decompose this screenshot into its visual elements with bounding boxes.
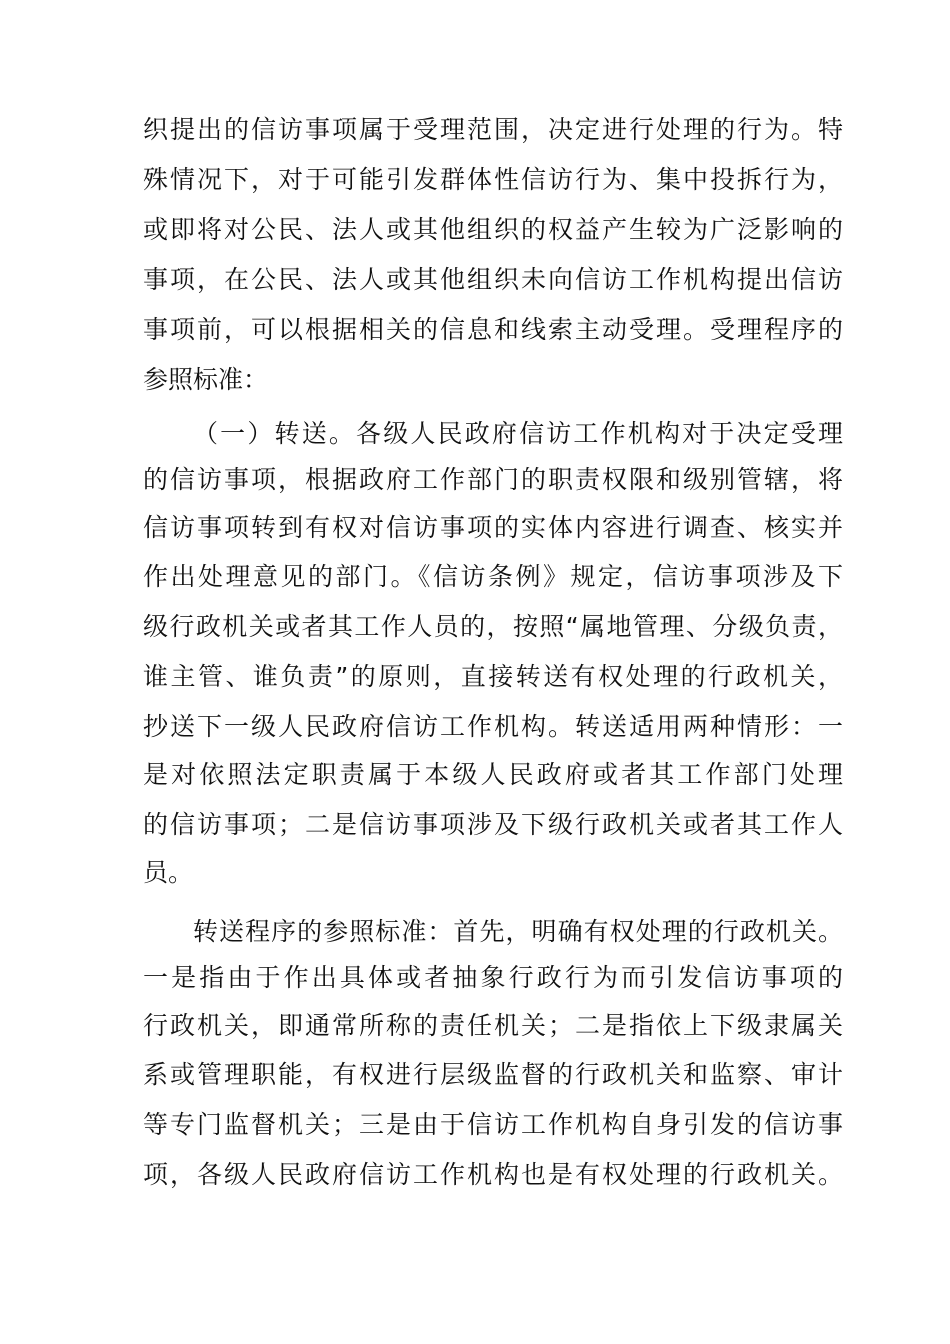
- paragraph-first-line: （一）转送。各级人民政府信访工作机构对于决定受理: [193, 419, 843, 448]
- text-line: 的信访事项，根据政府工作部门的职责权限和级别管辖，将: [143, 465, 843, 494]
- text-line: 是对依照法定职责属于本级人民政府或者其工作部门处理: [143, 760, 843, 789]
- text-line: 抄送下一级人民政府信访工作机构。转送适用两种情形：一: [143, 712, 843, 741]
- text-line: 参照标准：: [143, 365, 269, 394]
- text-line: 项，各级人民政府信访工作机构也是有权处理的行政机关。: [143, 1160, 843, 1189]
- text-line: 员。: [143, 858, 194, 887]
- text-line: 级行政机关或者其工作人员的，按照“属地管理、分级负责，: [143, 612, 843, 641]
- text-line: 的信访事项；二是信访事项涉及下级行政机关或者其工作人: [143, 810, 843, 839]
- text-line: 系或管理职能，有权进行层级监督的行政机关和监察、审计: [143, 1060, 843, 1089]
- text-line: 等专门监督机关；三是由于信访工作机构自身引发的信访事: [143, 1110, 843, 1139]
- text-line: 行政机关，即通常所称的责任机关；二是指依上下级隶属关: [143, 1011, 843, 1040]
- text-line: 信访事项转到有权对信访事项的实体内容进行调查、核实并: [143, 513, 843, 542]
- paragraph-first-line: 转送程序的参照标准：首先，明确有权处理的行政机关。: [193, 917, 843, 946]
- text-line: 殊情况下，对于可能引发群体性信访行为、集中投拆行为，: [143, 165, 843, 194]
- text-line: 事项前，可以根据相关的信息和线索主动受理。受理程序的: [143, 315, 843, 344]
- text-line: 事项，在公民、法人或其他组织未向信访工作机构提出信访: [143, 265, 843, 294]
- text-line: 作出处理意见的部门。《信访条例》规定，信访事项涉及下: [143, 562, 843, 591]
- text-line: 或即将对公民、法人或其他组织的权益产生较为广泛影响的: [143, 215, 843, 244]
- text-line: 一是指由于作出具体或者抽象行政行为而引发信访事项的: [143, 963, 843, 992]
- text-line: 织提出的信访事项属于受理范围，决定进行处理的行为。特: [143, 115, 843, 144]
- text-line: 谁主管、谁负责”的原则，直接转送有权处理的行政机关，: [143, 662, 843, 691]
